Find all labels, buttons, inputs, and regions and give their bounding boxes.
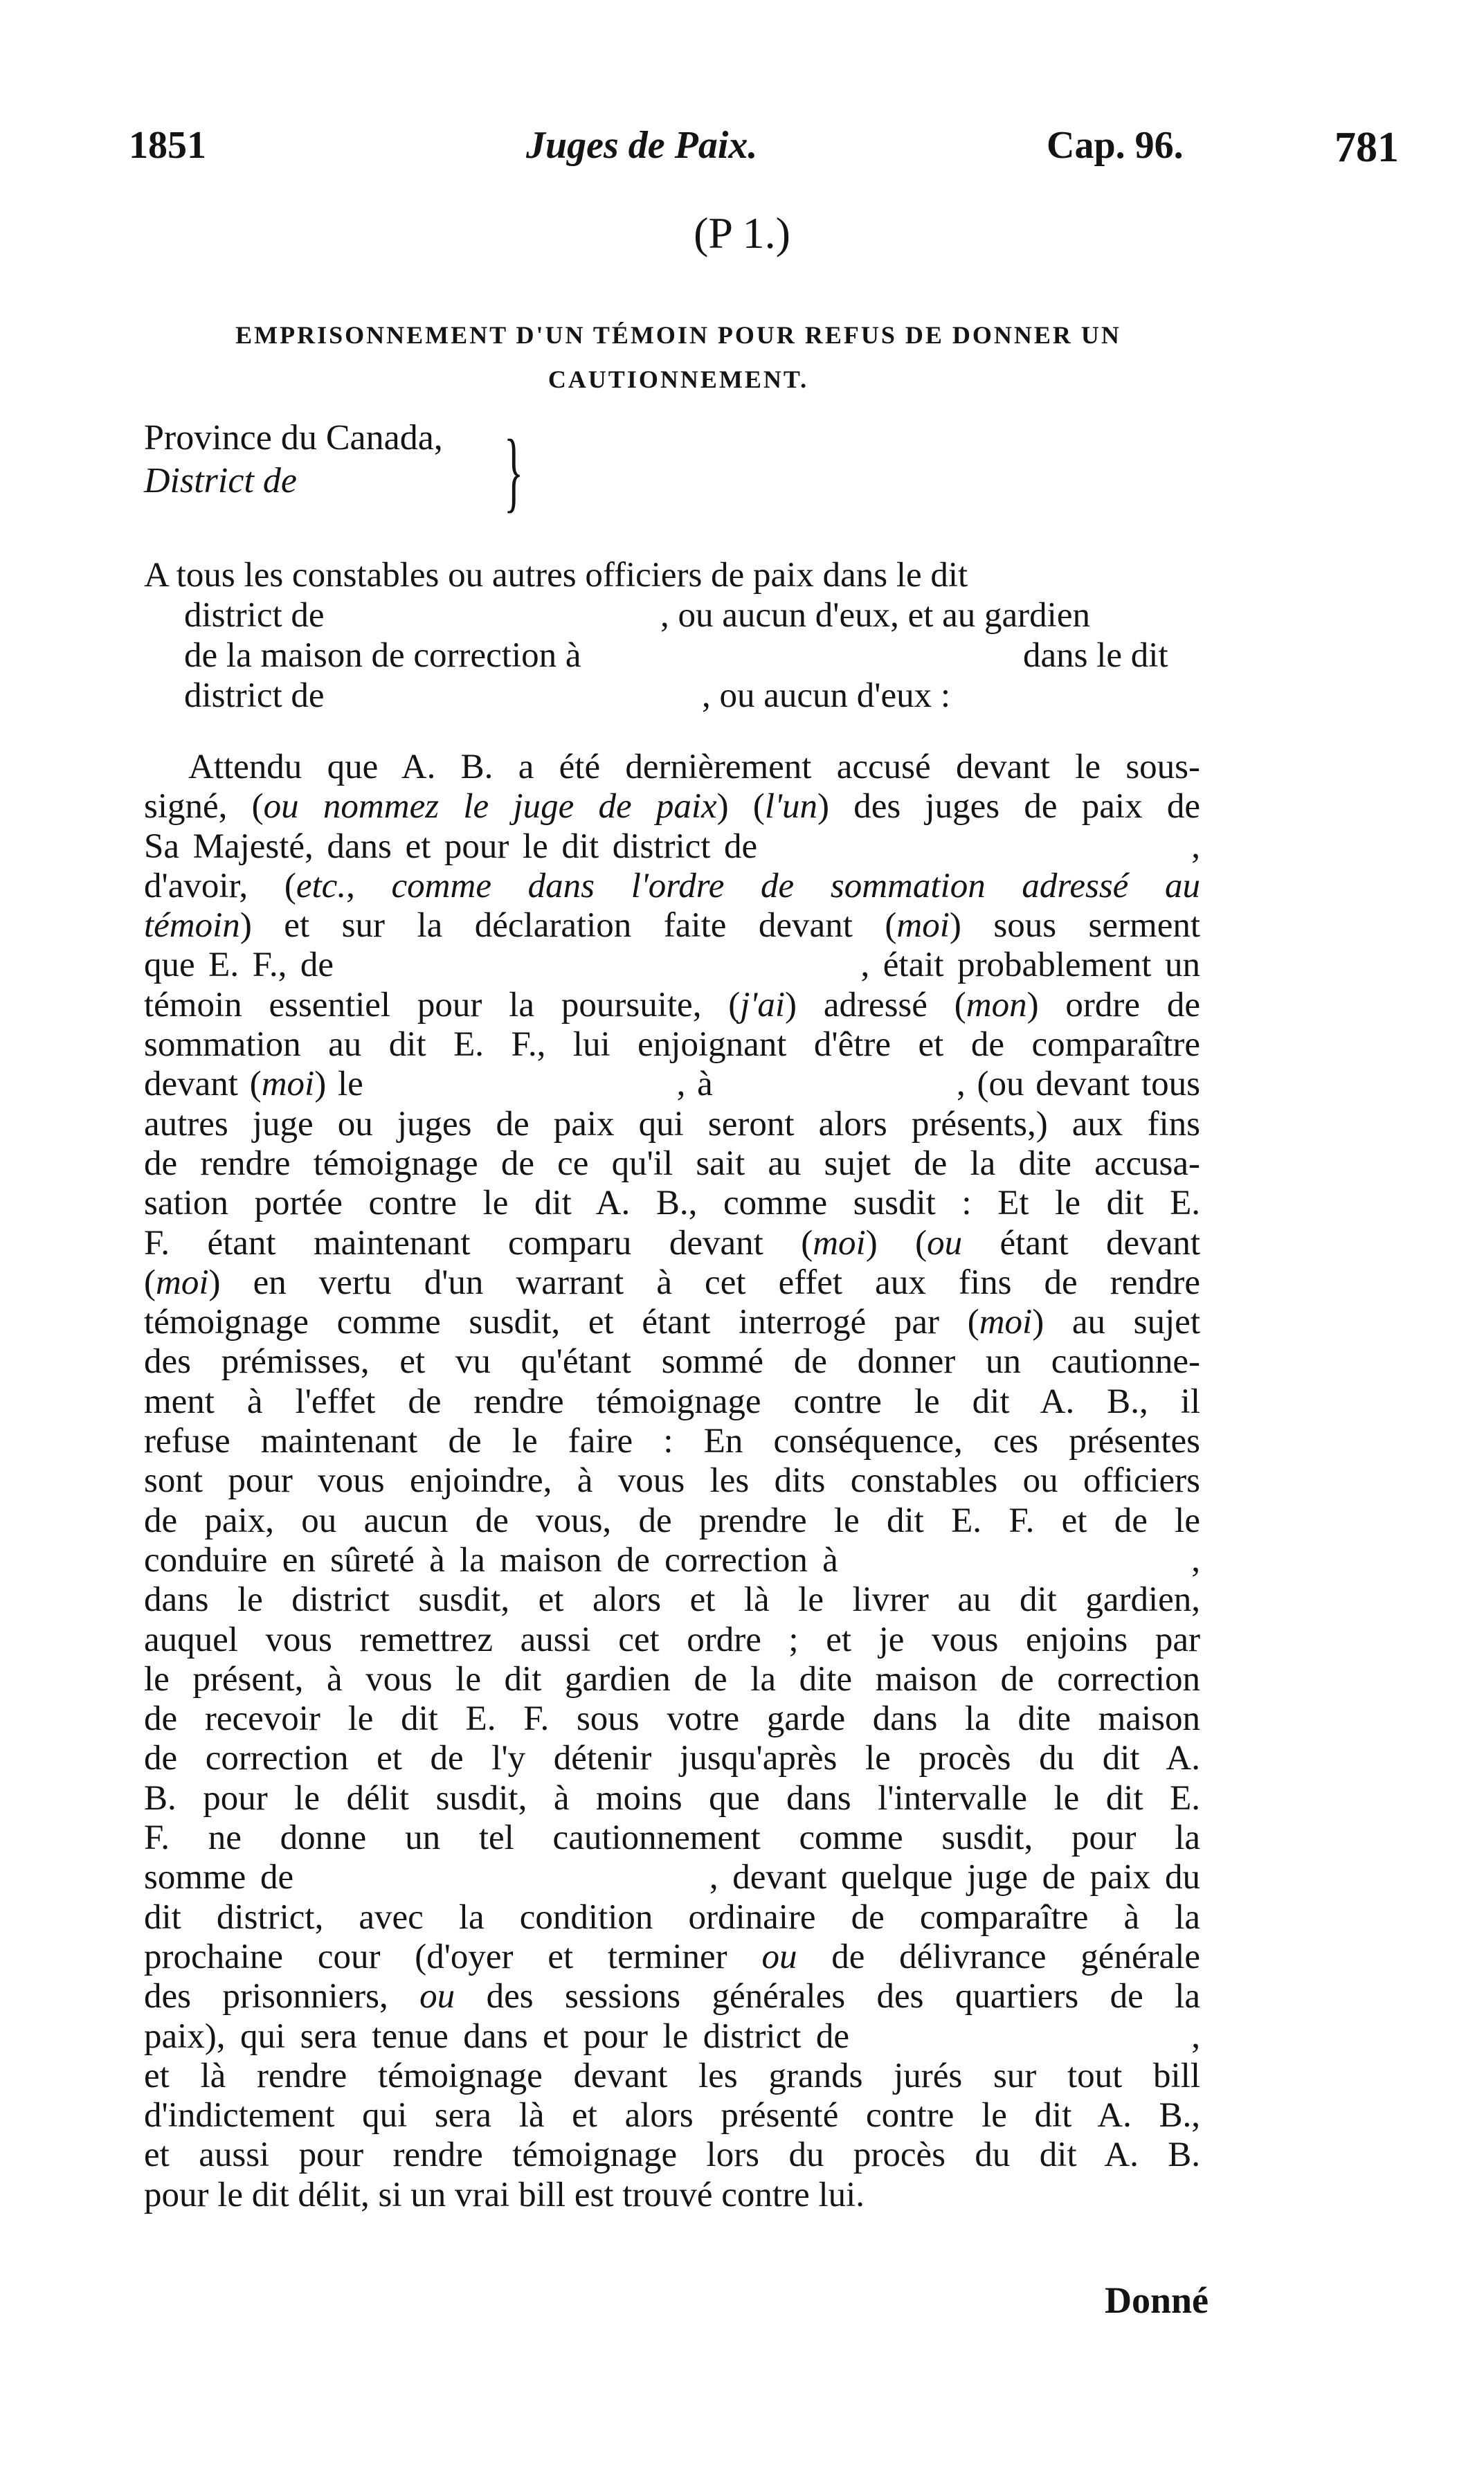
venue-block [144, 417, 443, 503]
page-number: 781 [1334, 124, 1399, 171]
body-line: de correction et de l'y détenir jusqu'après le procès du dit A. [144, 1739, 1200, 1778]
body-line: signé, (ou nommez le juge de paix) (l'un) des juges de paix de [144, 787, 1200, 827]
venue-province: Province du Canada, [144, 418, 443, 458]
address-text: , ou aucun d'eux : [702, 676, 951, 715]
body-line: de rendre témoignage de ce qu'il sait au sujet de la dite accusa- [144, 1144, 1200, 1183]
body-line: dans le district susdit, et alors et là le livrer au dit gardien, [144, 1580, 1200, 1620]
address-line [144, 555, 1200, 595]
running-head-chapter: Cap. 96. [1047, 124, 1184, 167]
address-line [144, 595, 1200, 635]
running-head-year: 1851 [129, 124, 206, 167]
body-line: et là rendre témoignage devant les grands jurés sur tout bill [144, 2056, 1200, 2095]
address-text: district de [184, 596, 325, 635]
body-line: conduire en sûreté à la maison de correction à , [144, 1540, 1200, 1580]
address-text: dans le dit [1023, 636, 1168, 675]
body-line: refuse maintenant de le faire : En conséquence, ces présentes [144, 1422, 1200, 1461]
body-line: B. pour le délit susdit, à moins que dans l'intervalle le dit E. [144, 1778, 1200, 1818]
body-line: que E. F., de , était probablement un [144, 946, 1200, 985]
body-line: pour le dit délit, si un vrai bill est trouvé contre lui. [144, 2175, 865, 2214]
body-line: et aussi pour rendre témoignage lors du procès du dit A. B. [144, 2136, 1200, 2175]
body-line: sommation au dit E. F., lui enjoignant d'être et de comparaître [144, 1025, 1200, 1065]
address-line [144, 676, 1200, 716]
body-line: prochaine cour (d'oyer et terminer ou de délivrance générale [144, 1937, 1201, 1976]
address-text: A tous les constables ou autres officiers de paix dans le dit [144, 556, 968, 595]
warrant-body [144, 748, 1200, 2215]
body-line: Sa Majesté, dans et pour le dit district de , [144, 827, 1200, 866]
address-line [144, 635, 1200, 676]
body-line: témoignage comme susdit, et étant interrogé par (moi) au sujet [144, 1303, 1200, 1342]
body-line: sation portée contre le dit A. B., comme susdit : Et le dit E. [144, 1184, 1200, 1223]
form-heading: EMPRISONNEMENT D'UN TÉMOIN POUR REFUS DE DONNER UN CAUTIONNEMENT. [235, 321, 1121, 393]
address-text: , ou aucun d'eux, et au gardien [660, 596, 1090, 635]
body-line: Attendu que A. B. a été dernièrement accusé devant le sous- [188, 748, 1200, 786]
body-line: d'avoir, (etc., comme dans l'ordre de sommation adressé au [144, 866, 1201, 905]
body-line: de recevoir le dit E. F. sous votre garde dans la dite maison [144, 1699, 1200, 1739]
venue-district: District de [144, 461, 297, 500]
body-line: le présent, à vous le dit gardien de la dite maison de correction [144, 1659, 1200, 1699]
body-line: d'indictement qui sera là et alors présenté contre le dit A. B., [144, 2096, 1200, 2136]
address-text: de la maison de correction à [184, 636, 581, 675]
body-line: somme de , devant quelque juge de paix du [144, 1858, 1200, 1897]
body-line: ment à l'effet de rendre témoignage contre le dit A. B., il [144, 1382, 1200, 1421]
body-line: F. étant maintenant comparu devant (moi) (ou étant devant [144, 1223, 1200, 1263]
venue-brace: } [504, 422, 524, 521]
body-line: des prémisses, et vu qu'étant sommé de donner un cautionne- [144, 1342, 1200, 1382]
address-text: district de [184, 676, 325, 715]
body-line: devant (moi) le , à , (ou devant tous [144, 1065, 1200, 1104]
body-line: dit district, avec la condition ordinaire de comparaître à la [144, 1897, 1200, 1937]
address-block [144, 555, 1200, 716]
body-line: F. ne donne un tel cautionnement comme susdit, pour la [144, 1818, 1200, 1858]
body-line: paix), qui sera tenue dans et pour le district de , [144, 2016, 1200, 2056]
body-line: de paix, ou aucun de vous, de prendre le dit E. F. et de le [144, 1501, 1200, 1540]
body-line: témoin) et sur la déclaration faite devant (moi) sous serment [144, 906, 1200, 946]
form-number: (P 1.) [694, 208, 790, 258]
catchword: Donné [1105, 2279, 1209, 2321]
running-head-title: Juges de Paix. [526, 124, 758, 167]
body-line: (moi) en vertu d'un warrant à cet effet aux fins de rendre [144, 1263, 1200, 1302]
body-line: des prisonniers, ou des sessions générales des quartiers de la [144, 1977, 1201, 2016]
body-line: sont pour vous enjoindre, à vous les dits constables ou officiers [144, 1461, 1200, 1501]
body-line: autres juge ou juges de paix qui seront alors présents,) aux fins [144, 1104, 1200, 1144]
running-head [0, 123, 1484, 179]
body-line: auquel vous remettrez aussi cet ordre ; et je vous enjoins par [144, 1620, 1200, 1659]
body-line: témoin essentiel pour la poursuite, (j'ai) adressé (mon) ordre de [144, 985, 1200, 1024]
